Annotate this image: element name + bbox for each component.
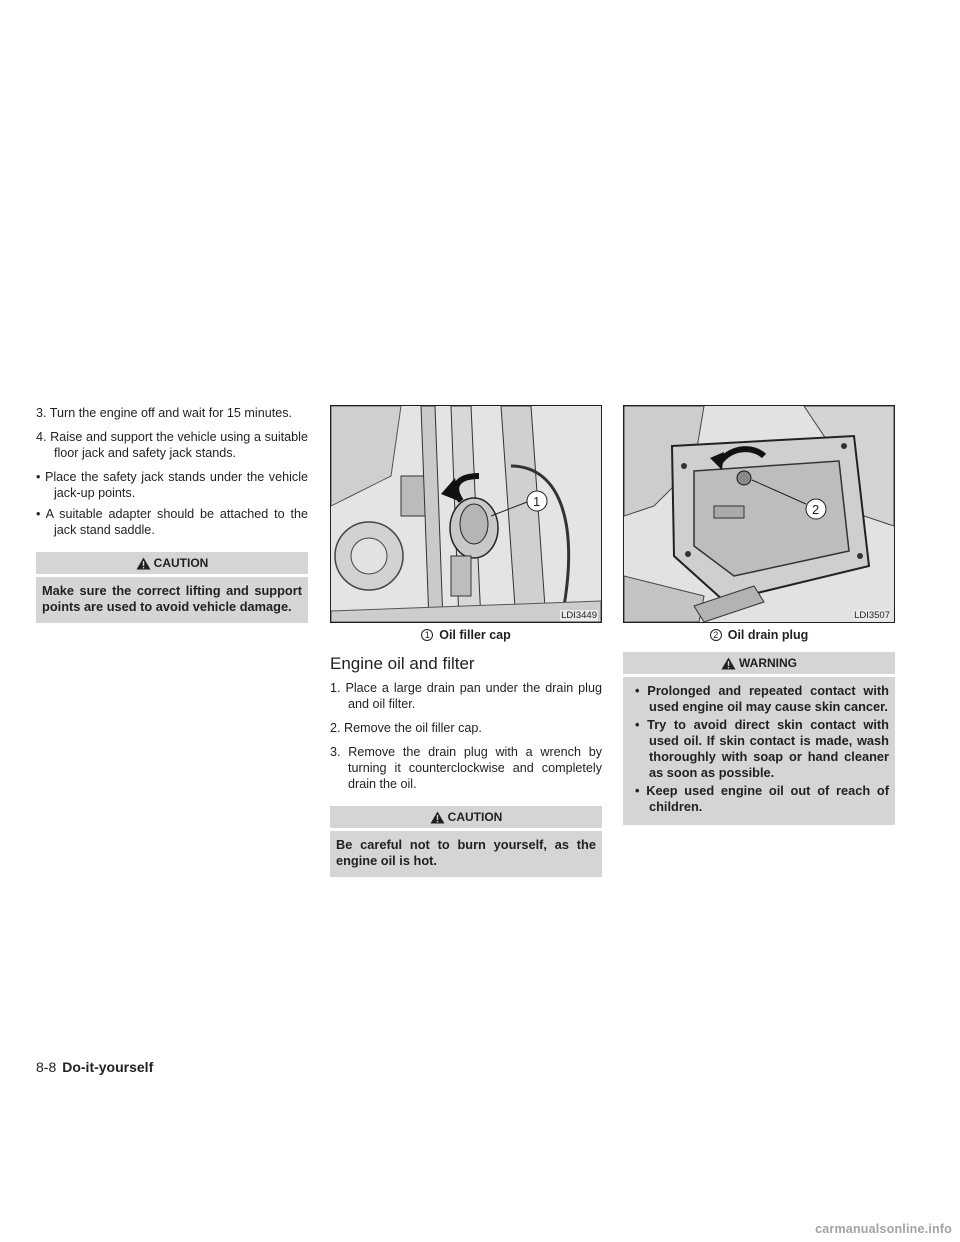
- oil-step-1: 1. Place a large drain pan under the drain plug and oil filter.: [330, 681, 602, 711]
- middle-column: [330, 405, 602, 877]
- warning-item-1: • Prolonged and repeated contact with used engine oil may cause skin cancer.: [635, 683, 889, 714]
- oil-drain-plug-illustration: [624, 406, 894, 622]
- caution-header: [36, 552, 308, 577]
- figure-2-caption: [623, 626, 895, 644]
- section-heading: Engine oil and filter: [330, 654, 475, 673]
- watermark: carmanualsonline.info: [815, 1222, 952, 1236]
- warning-item-3: • Keep used engine oil out of reach of children.: [635, 783, 889, 814]
- caption-1-text: Oil filler cap: [439, 628, 511, 642]
- caption-1-number: 1: [421, 629, 433, 641]
- figure-2-code: LDI3507: [854, 610, 890, 621]
- bullet-adapter: • A suitable adapter should be attached to the jack stand saddle.: [36, 507, 308, 537]
- step-3-text: 3. Turn the engine off and wait for 15 minutes.: [36, 406, 293, 420]
- caution-text: Make sure the correct lifting and support points are used to avoid vehicle damage.: [42, 583, 302, 614]
- callout-2: 2: [812, 502, 820, 517]
- caution-icon-2: [430, 811, 445, 824]
- oil-filler-cap-illustration: [331, 406, 601, 622]
- caution-label: CAUTION: [153, 556, 209, 570]
- right-column: [623, 405, 895, 825]
- caution-header-2: [330, 806, 602, 831]
- caption-2-text: Oil drain plug: [727, 628, 809, 642]
- warning-box: [623, 652, 895, 825]
- figure-1-caption: [330, 626, 602, 644]
- warning-label: WARNING: [739, 656, 797, 670]
- caution-label-2: CAUTION: [447, 810, 503, 824]
- page-number: 8-8: [36, 1059, 57, 1075]
- caution-box-hot-oil: [330, 806, 602, 877]
- warning-item-2: • Try to avoid direct skin contact with used oil. If skin contact is made, wash thoroughly with soap or hand cleaner as soon as possible.: [635, 717, 889, 780]
- warning-body: [623, 677, 895, 825]
- page-footer: [36, 1059, 153, 1075]
- oil-drain-plug-figure: [623, 405, 895, 623]
- warning-header: [623, 652, 895, 677]
- warning-icon: [721, 657, 736, 670]
- caption-2-number: 2: [710, 629, 722, 641]
- bullet-jack-stands: • Place the safety jack stands under the vehicle jack-up points.: [36, 470, 308, 500]
- figure-1-code: LDI3449: [561, 610, 597, 621]
- oil-filler-cap-figure: [330, 405, 602, 623]
- caution-box-lifting: [36, 552, 308, 623]
- oil-step-2: 2. Remove the oil filler cap.: [330, 721, 482, 735]
- left-column: [36, 405, 308, 623]
- oil-step-3: 3. Remove the drain plug with a wrench by turning it counterclockwise and completely drain the oil.: [330, 745, 602, 791]
- callout-1: 1: [533, 494, 541, 509]
- step-4-text: 4. Raise and support the vehicle using a suitable floor jack and safety jack stands.: [36, 430, 308, 460]
- caution-icon: [136, 557, 151, 570]
- caution-text-2: Be careful not to burn yourself, as the engine oil is hot.: [336, 837, 596, 868]
- chapter-title: Do-it-yourself: [62, 1059, 154, 1075]
